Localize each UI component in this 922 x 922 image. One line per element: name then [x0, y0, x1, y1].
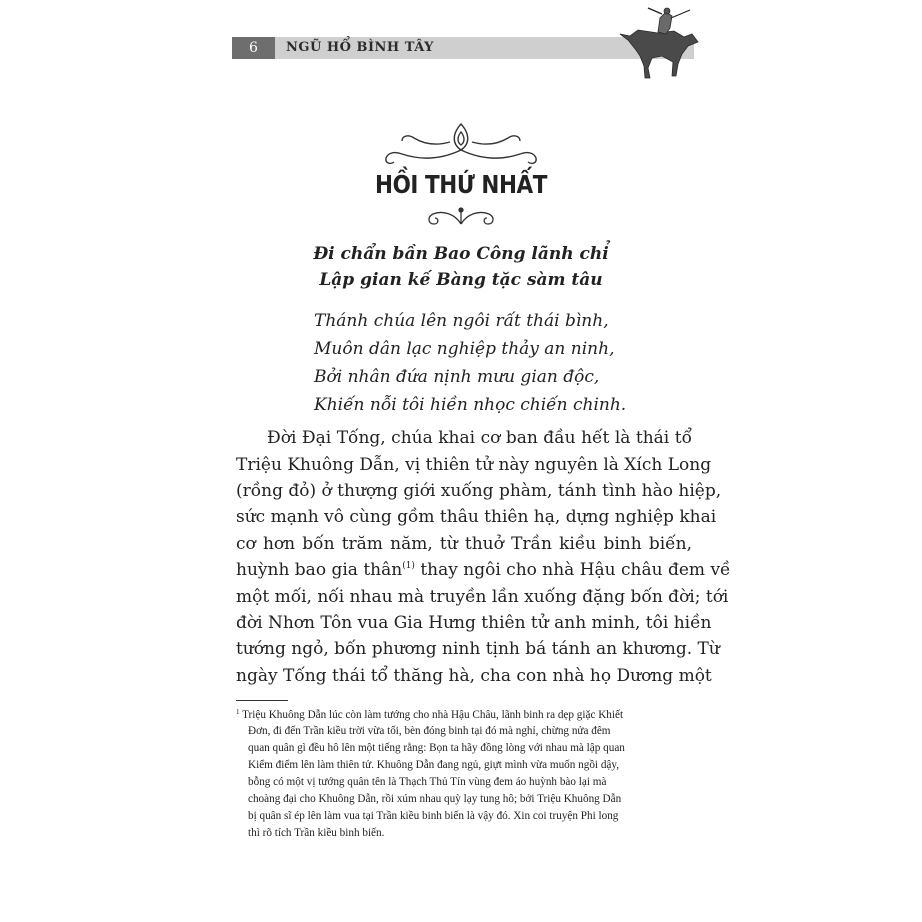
- footnote-ref[interactable]: (1): [402, 561, 415, 571]
- chapter-title: HỒI THỨ NHẤT: [375, 170, 547, 199]
- body-line-1: Đời Đại Tống, chúa khai cơ ban đầu hết là thái tổ: [267, 428, 692, 448]
- poem-line-1: Thánh chúa lên ngôi rất thái bình,: [314, 311, 609, 331]
- footnote-line-4: Kiểm điểm lên làm thiên tử. Khuông Dẫn đang ngủ, giựt mình vừa muốn ngồi dậy,: [248, 759, 620, 771]
- body-line-10: ngày Tống thái tổ thăng hà, cha con nhà họ Dương một: [236, 666, 712, 686]
- poem-line-2: Muôn dân lạc nghiệp thảy an ninh,: [314, 339, 615, 359]
- page-number: 6: [232, 37, 275, 59]
- body-line-7: một mối, nối nhau mà truyền lần xuống đặng bốn đời; tới: [236, 587, 729, 607]
- footnote-line-1: [236, 708, 623, 721]
- footnote-line-5: bỗng có một vị tướng quân tên là Thạch Thủ Tín vùng đem áo huỳnh bào lại mà: [248, 776, 607, 788]
- footnote-line-6: choàng đại cho Khuông Dẫn, rồi xúm nhau quỳ lạy tung hô; bởi Triệu Khuông Dẫn: [248, 793, 622, 805]
- running-title: NGŨ HỔ BÌNH TÂY: [286, 40, 434, 55]
- footnote-line-1-text: Triệu Khuông Dẫn lúc còn làm tướng cho nhà Hậu Châu, lãnh binh ra dẹp giặc Khiết: [239, 709, 624, 721]
- body-line-8: đời Nhơn Tôn vua Gia Hưng thiên tử anh minh, tôi hiền: [236, 613, 712, 633]
- body-line-5: cơ hơn bốn trăm năm, từ thuở Trần kiều binh biến,: [236, 534, 692, 554]
- footnote-line-8: thì rõ tích Trần kiều binh biến.: [248, 827, 385, 839]
- chapter-subtitle-line-1: Đi chẩn bần Bao Công lãnh chỉ: [313, 244, 609, 264]
- poem-line-4: Khiến nỗi tôi hiền nhọc chiến chinh.: [314, 395, 627, 415]
- horseman-icon: [618, 6, 702, 80]
- top-ornament: [380, 120, 542, 172]
- footnote-line-3: quan quân gì đều hô lên một tiếng rằng: Bọn ta hãy đồng lòng với nhau mà lập quan: [248, 742, 625, 754]
- footnote-line-7: bị quân sĩ ép lên làm vua tại Trần kiều binh biến là vậy đó. Xin coi truyện Phi long: [248, 810, 619, 822]
- footnote-marker: 1: [236, 708, 240, 716]
- body-line-4: sức mạnh vô cùng gồm thâu thiên hạ, dựng nghiệp khai: [236, 507, 717, 527]
- body-line-6-a: huỳnh bao gia thân: [236, 560, 403, 580]
- footnote-rule: [236, 700, 288, 701]
- chapter-subtitle-line-2: Lập gian kế Bàng tặc sàm tâu: [319, 270, 603, 290]
- footnote-line-2: Đơn, đi đến Trần kiều trời vừa tối, bèn đóng binh tại đó mà nghỉ, chừng nửa đêm: [248, 725, 611, 737]
- bottom-ornament: [425, 204, 497, 228]
- poem-line-3: Bởi nhân đứa nịnh mưu gian độc,: [314, 367, 600, 387]
- body-line-9: tướng ngỏ, bốn phương ninh tịnh bá tánh an khương. Từ: [236, 639, 720, 659]
- body-line-6: [236, 560, 731, 580]
- body-line-6-b: thay ngôi cho nhà Hậu châu đem về: [414, 560, 731, 580]
- body-line-3: (rồng đỏ) ở thượng giới xuống phàm, tánh tình hào hiệp,: [236, 481, 722, 501]
- body-line-2: Triệu Khuông Dẫn, vị thiên tử này nguyên là Xích Long: [236, 455, 712, 475]
